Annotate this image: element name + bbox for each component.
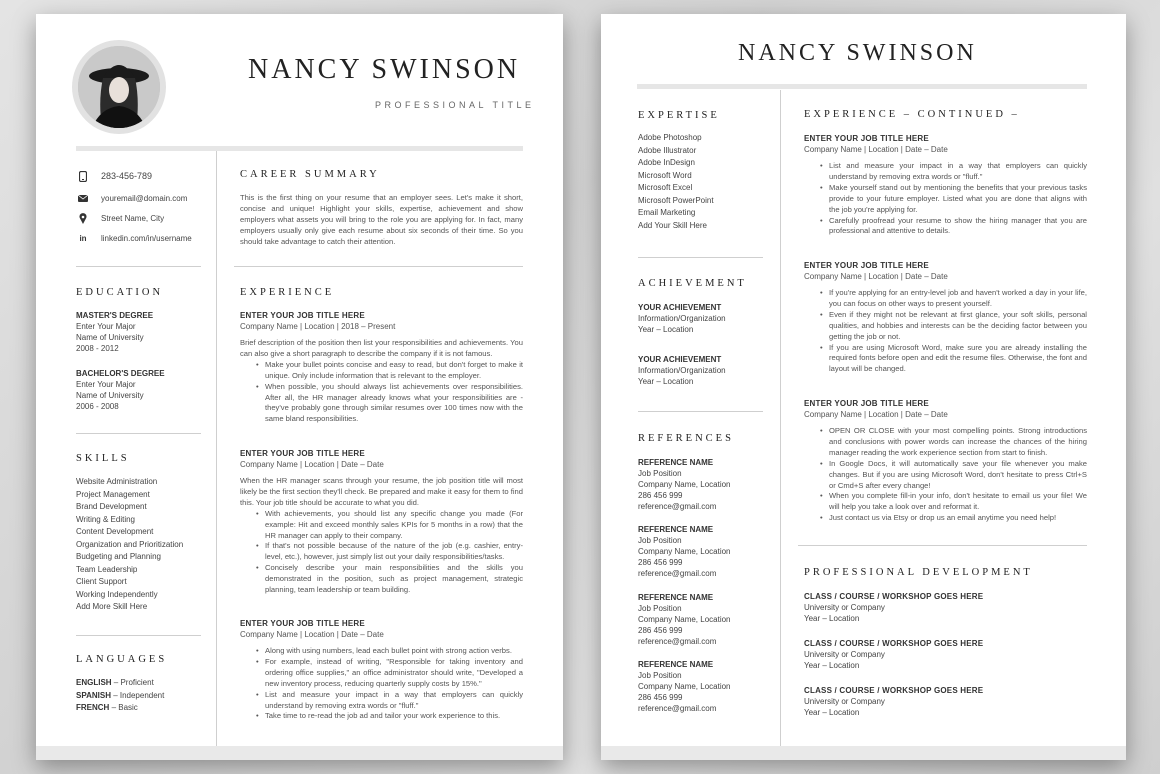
- expertise-item: Adobe Photoshop: [638, 133, 702, 142]
- reference-position: Job Position: [638, 536, 682, 545]
- experience-continued-title: EXPERIENCE – CONTINUED –: [804, 109, 1020, 120]
- expertise-item: Microsoft Word: [638, 170, 692, 180]
- years: 2006 - 2008: [76, 402, 119, 411]
- bullet-item: • If that's not possible because of the nature of the job (e.g. cashier, entry-level, etc.), however, just simply list out your daily responsibilities/tasks.: [240, 541, 523, 563]
- skill-item: Website Administration: [76, 477, 158, 486]
- page-footer-bar: [36, 746, 563, 760]
- reference-position: Job Position: [638, 469, 682, 478]
- education-title: EDUCATION: [76, 287, 164, 298]
- reference-company: Company Name, Location: [638, 547, 731, 556]
- reference-email: reference@gmail.com: [638, 569, 717, 578]
- bullet-item: • Carefully proofread your resume to show the hiring manager that you are professional and attentive to details.: [804, 216, 1087, 238]
- language-level: – Proficient: [111, 678, 154, 687]
- header-divider: [637, 84, 1087, 89]
- bullet-item: • List and measure your impact in a way that employers can quickly understand by removing extra words or "fluff.": [804, 161, 1087, 183]
- bullet-item: • OPEN OR CLOSE with your most compelling points. Strong introductions and conclusions with power words can increase the chances of the hiring manager reading the work experience section from start to finish.: [804, 426, 1087, 459]
- job-meta: Company Name | Location | Date – Date: [804, 410, 948, 419]
- expertise-item: Adobe InDesign: [638, 158, 695, 167]
- course-org: University or Company: [804, 697, 885, 706]
- skill-item: Brand Development: [76, 502, 147, 511]
- skill-item: Client Support: [76, 577, 127, 586]
- job-bullets: [804, 426, 1087, 524]
- reference-phone: 286 456 999: [638, 626, 683, 635]
- expertise-item: Adobe Illustrator: [638, 145, 697, 155]
- reference-name: REFERENCE NAME: [638, 660, 714, 669]
- resume-page-1: [36, 14, 563, 760]
- language-item: [76, 677, 164, 690]
- reference-name: REFERENCE NAME: [638, 593, 714, 602]
- languages-list: [76, 677, 164, 715]
- skills-title: SKILLS: [76, 453, 130, 464]
- language-level: – Basic: [109, 703, 138, 712]
- left-divider-2: [638, 411, 763, 412]
- achievement-org: Information/Organization: [638, 366, 726, 375]
- reference-item: [638, 592, 731, 647]
- reference-company: Company Name, Location: [638, 682, 731, 691]
- achievement-org: Information/Organization: [638, 314, 726, 323]
- job-entry: [804, 260, 1087, 375]
- reference-name: REFERENCE NAME: [638, 458, 714, 467]
- career-summary-title: CAREER SUMMARY: [240, 169, 380, 180]
- job-description: When the HR manager scans through your resume, the job position title will most likely be the first section they'll check. Be prepared and make it easy for them to find this. Your job title should be accurate to what you did.: [240, 476, 523, 507]
- years: 2008 - 2012: [76, 344, 119, 353]
- course-name: CLASS / COURSE / WORKSHOP GOES HERE: [804, 592, 984, 601]
- reference-item: [638, 457, 731, 512]
- achievement-title: ACHIEVEMENT: [638, 278, 747, 289]
- expertise-item: Microsoft Excel: [638, 183, 693, 192]
- course-org: University or Company: [804, 603, 885, 612]
- bullet-item: • If you are using Microsoft Word, make sure you are already installing the required fonts before open and edit the resume files. Otherwise, the font and layout will be changed.: [804, 343, 1087, 376]
- job-bullets: [804, 161, 1087, 237]
- job-meta: Company Name | Location | Date – Date: [804, 145, 948, 154]
- reference-email: reference@gmail.com: [638, 502, 717, 511]
- contact-address: [77, 212, 164, 224]
- major: Enter Your Major: [76, 380, 136, 389]
- skill-item: Budgeting and Planning: [76, 552, 161, 561]
- job-bullets: [804, 288, 1087, 375]
- bullet-item: • Make your bullet points concise and easy to read, but don't forget to make it unique. Only include information that is relevant to the employer.: [240, 360, 523, 382]
- column-divider: [216, 151, 217, 747]
- column-divider: [780, 90, 781, 746]
- course-name: CLASS / COURSE / WORKSHOP GOES HERE: [804, 639, 984, 648]
- job-meta: Company Name | Location | 2018 – Present: [240, 322, 396, 331]
- right-divider-1: [234, 266, 523, 267]
- bullet-item: • Along with using numbers, lead each bullet point with strong action verbs.: [240, 646, 523, 657]
- expertise-title: EXPERTISE: [638, 110, 720, 121]
- references-title: REFERENCES: [638, 433, 734, 444]
- degree: MASTER'S DEGREE: [76, 311, 154, 320]
- languages-title: LANGUAGES: [76, 654, 168, 665]
- job-meta: Company Name | Location | Date – Date: [804, 272, 948, 281]
- left-divider-1: [76, 266, 201, 267]
- job-entry: [804, 133, 1087, 237]
- left-divider-1: [638, 257, 763, 258]
- reference-email: reference@gmail.com: [638, 704, 717, 713]
- expertise-item: Microsoft PowerPoint: [638, 195, 714, 205]
- resume-page-2: [601, 14, 1126, 760]
- language-name: SPANISH: [76, 690, 111, 700]
- reference-position: Job Position: [638, 671, 682, 680]
- bullet-item: • Concisely describe your main responsibilities and the skills you demonstrated in the position, such as project management, strategic planning, team leadership or team building.: [240, 563, 523, 596]
- job-bullets: [240, 360, 523, 425]
- expertise-item: Email Marketing: [638, 208, 696, 217]
- bullet-item: • When you complete fill-in your info, don't hesitate to email us your file! We will help you take a look over and reformat it.: [804, 491, 1087, 513]
- school: Name of University: [76, 391, 144, 400]
- skills-list: [76, 476, 183, 614]
- language-name: ENGLISH: [76, 678, 112, 687]
- language-name: FRENCH: [76, 703, 110, 712]
- job-bullets: [240, 646, 523, 722]
- course-loc: Year – Location: [804, 708, 860, 717]
- job-entry: [240, 618, 523, 722]
- job-title: ENTER YOUR JOB TITLE HERE: [240, 449, 365, 458]
- course-item: [804, 591, 983, 624]
- job-title: ENTER YOUR JOB TITLE HERE: [804, 399, 929, 408]
- contact-linkedin: [77, 232, 192, 244]
- bullet-item: • With achievements, you should list any specific change you made (For example: Hit and exceed monthly sales KPIs for 5 months in a row) that the HR manager can apply to their company.: [240, 509, 523, 542]
- achievement-item: [638, 354, 726, 387]
- achievement-name: YOUR ACHIEVEMENT: [638, 303, 722, 312]
- job-title: ENTER YOUR JOB TITLE HERE: [240, 311, 365, 320]
- education-item: [76, 310, 153, 354]
- reference-phone: 286 456 999: [638, 693, 683, 702]
- bullet-item: • Take time to re-read the job ad and tailor your work experience to this.: [240, 711, 523, 722]
- skill-item: Content Development: [76, 527, 154, 536]
- achievement-name: YOUR ACHIEVEMENT: [638, 355, 722, 364]
- expertise-list: [638, 132, 714, 232]
- course-name: CLASS / COURSE / WORKSHOP GOES HERE: [804, 686, 984, 695]
- skill-item: Working Independently: [76, 589, 158, 599]
- reference-phone: 286 456 999: [638, 491, 683, 500]
- course-item: [804, 685, 983, 718]
- contact-phone: [77, 170, 152, 182]
- job-title: ENTER YOUR JOB TITLE HERE: [240, 619, 365, 628]
- right-divider-1: [798, 545, 1087, 546]
- professional-title: PROFESSIONAL TITLE: [375, 100, 535, 110]
- left-divider-3: [76, 635, 201, 636]
- language-level: – Independent: [110, 690, 165, 700]
- job-description: Brief description of the position then list your responsibilities and achievements. You can also give a short paragraph to describe the company if it is not famous.: [240, 338, 523, 358]
- course-org: University or Company: [804, 650, 885, 659]
- major: Enter Your Major: [76, 322, 136, 331]
- job-entry: [240, 448, 523, 596]
- job-title: ENTER YOUR JOB TITLE HERE: [804, 134, 929, 143]
- contact-email: [77, 192, 187, 204]
- portrait-photo: [78, 46, 160, 128]
- skill-item: Project Management: [76, 489, 150, 499]
- school: Name of University: [76, 333, 144, 342]
- phone-text: 283-456-789: [101, 171, 153, 181]
- skill-item: Team Leadership: [76, 564, 138, 574]
- linkedin-icon: in: [79, 233, 87, 243]
- avatar: [78, 46, 160, 128]
- name-heading: NANCY SWINSON: [738, 40, 977, 66]
- page-footer-bar: [601, 746, 1126, 760]
- bullet-item: • For example, instead of writing, "Responsible for taking inventory and ordering office supplies," an office administrator should write, "Developed a new inventory process, reducing quarterly supply costs by 15%.": [240, 657, 523, 690]
- education-item: [76, 368, 165, 412]
- job-entry: [804, 398, 1087, 524]
- course-loc: Year – Location: [804, 614, 860, 623]
- job-entry: [240, 310, 523, 425]
- achievement-item: [638, 302, 726, 335]
- reference-name: REFERENCE NAME: [638, 525, 714, 534]
- job-bullets: [240, 509, 523, 596]
- envelope-icon: [77, 192, 89, 204]
- professional-development-title: PROFESSIONAL DEVELOPMENT: [804, 567, 1033, 578]
- phone-icon: [77, 170, 89, 182]
- job-title: ENTER YOUR JOB TITLE HERE: [804, 261, 929, 270]
- left-divider-2: [76, 433, 201, 434]
- language-item: [76, 690, 164, 703]
- job-meta: Company Name | Location | Date – Date: [240, 630, 384, 639]
- expertise-item: Add Your Skill Here: [638, 220, 707, 230]
- email-text: youremail@domain.com: [101, 193, 188, 203]
- bullet-item: • In Google Docs, it will automatically save your file whenever you make changes. But if you are using Microsoft Word, don't hesitate to press Ctrl+S or Cmd+S after every change!: [804, 459, 1087, 492]
- degree: BACHELOR'S DEGREE: [76, 369, 165, 378]
- bullet-item: • If you're applying for an entry-level job and haven't worked a day in your life, you can focus on other ways to present yourself.: [804, 288, 1087, 310]
- bullet-item: • When possible, you should always list achievements over responsibilities. After all, the HR manager already knows what your responsibilities are - they've probably gone through similar resumes over 100 times now with the same bland responsibilities.: [240, 382, 523, 426]
- header-divider: [76, 146, 523, 151]
- reference-company: Company Name, Location: [638, 480, 731, 489]
- location-pin-icon: [77, 212, 89, 224]
- reference-email: reference@gmail.com: [638, 637, 717, 646]
- reference-phone: 286 456 999: [638, 558, 683, 567]
- career-summary-text: This is the first thing on your resume that an employer sees. Let's make it short, concise and unique! Highlight your skills, expertise, achievement and show employers what assets you will bring to the role you are applying for. In fact, many employers usually only give each resume about six seconds of their time. So you should take advantage to catch their attention.: [240, 193, 523, 246]
- course-item: [804, 638, 983, 671]
- experience-title: EXPERIENCE: [240, 287, 335, 298]
- bullet-item: • Just contact us via Etsy or drop us an email anytime you need help!: [804, 513, 1087, 524]
- skill-item: Writing & Editing: [76, 514, 135, 524]
- reference-position: Job Position: [638, 604, 682, 613]
- language-item: [76, 702, 164, 715]
- bullet-item: • Even if they might not be relevant at first glance, your soft skills, personal qualities, and hobbies and interests can be the deciding factor between you getting the job or not.: [804, 310, 1087, 343]
- reference-company: Company Name, Location: [638, 615, 731, 624]
- reference-item: [638, 659, 731, 714]
- job-meta: Company Name | Location | Date – Date: [240, 460, 384, 469]
- bullet-item: • Make yourself stand out by mentioning the benefits that your previous tasks provide to your future employer. Listed what you are done that aligns with the job you're applying for.: [804, 183, 1087, 216]
- course-loc: Year – Location: [804, 661, 860, 670]
- reference-item: [638, 524, 731, 579]
- bullet-item: • List and measure your impact in a way that employers can quickly understand by removing extra words or "fluff.": [240, 690, 523, 712]
- achievement-loc: Year – Location: [638, 377, 694, 386]
- skill-item: Organization and Prioritization: [76, 539, 184, 549]
- skill-item: Add More Skill Here: [76, 602, 148, 611]
- name-heading: NANCY SWINSON: [248, 54, 521, 85]
- achievement-loc: Year – Location: [638, 325, 694, 334]
- address-text: Street Name, City: [101, 213, 165, 223]
- linkedin-text: linkedin.com/in/username: [101, 233, 192, 243]
